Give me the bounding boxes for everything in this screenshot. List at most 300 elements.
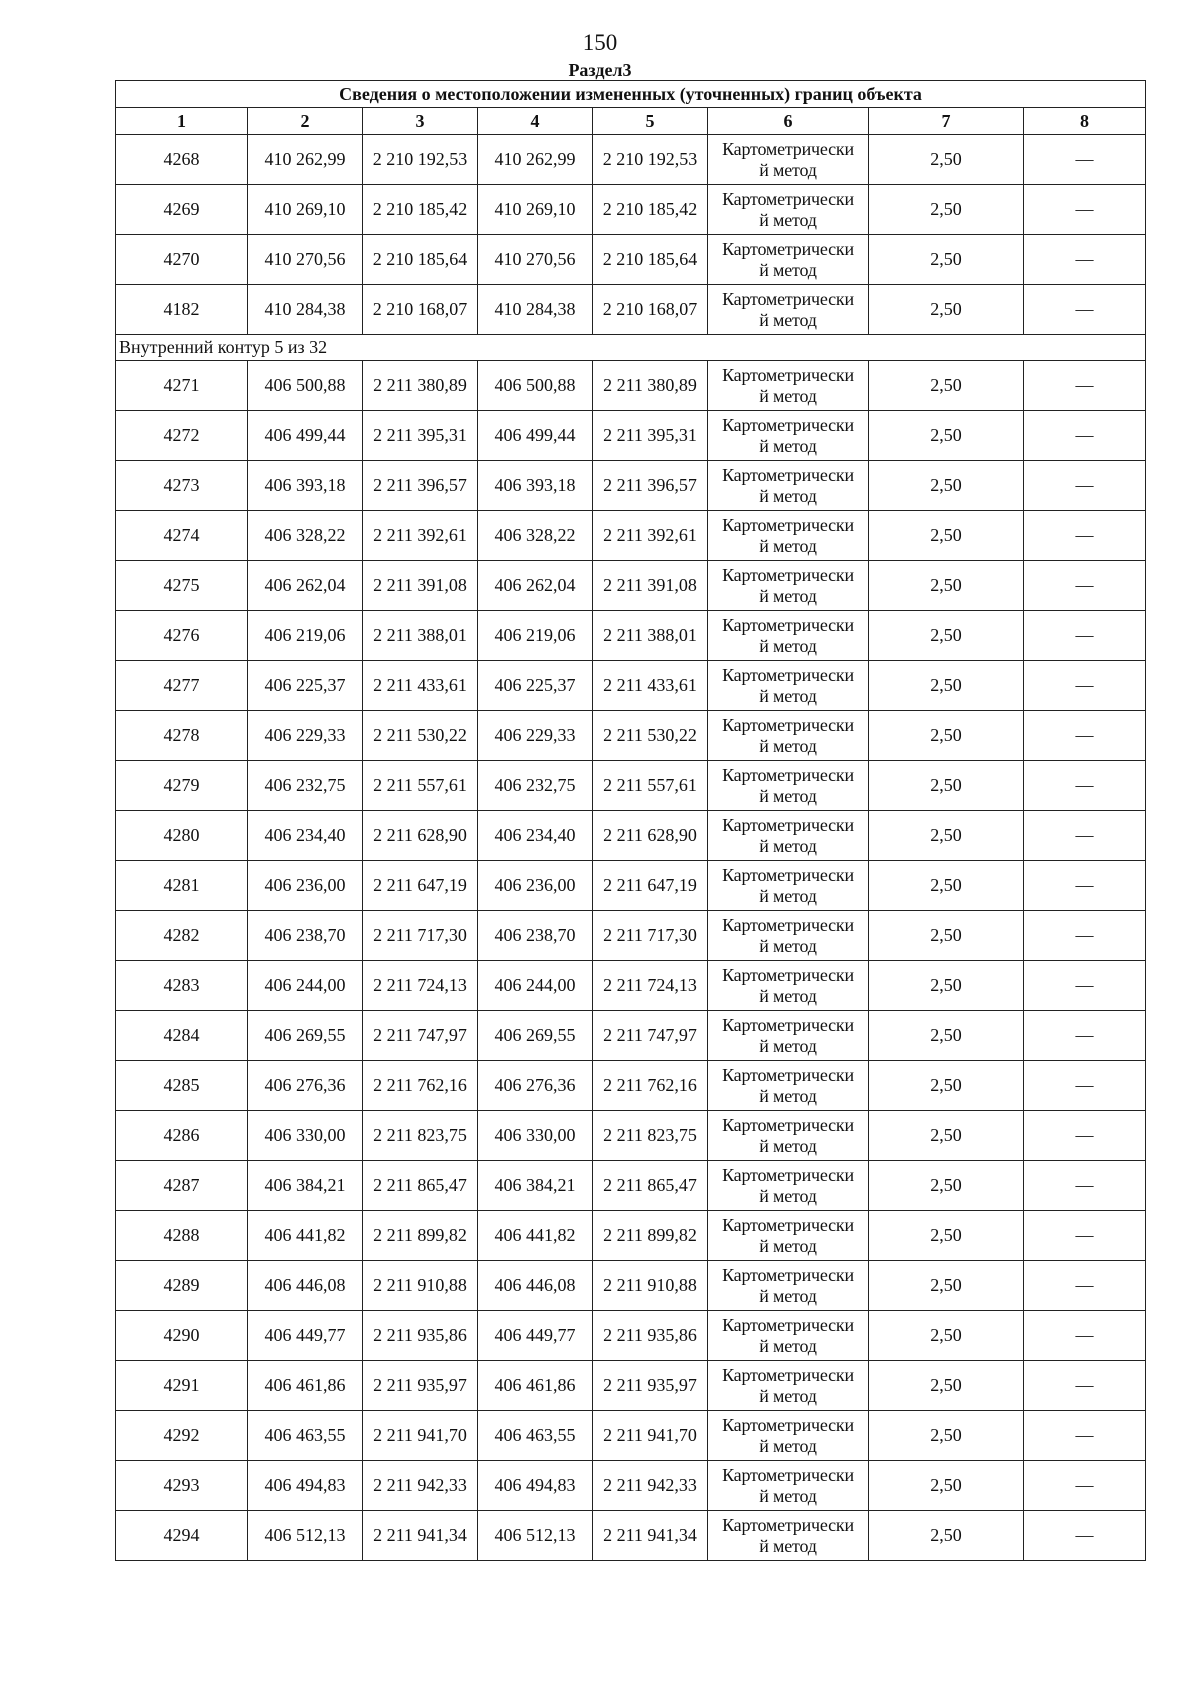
x-new-cell: 406 262,04 bbox=[478, 561, 593, 611]
method-line-1: Картометрически bbox=[722, 764, 854, 785]
y-old-cell: 2 211 388,01 bbox=[363, 611, 478, 661]
description-cell: — bbox=[1024, 1061, 1146, 1111]
description-cell: — bbox=[1024, 235, 1146, 285]
y-new-cell: 2 211 865,47 bbox=[593, 1161, 708, 1211]
column-number-7: 7 bbox=[869, 108, 1024, 135]
x-new-cell: 406 463,55 bbox=[478, 1411, 593, 1461]
point-number-cell: 4276 bbox=[116, 611, 248, 661]
point-number-cell: 4286 bbox=[116, 1111, 248, 1161]
point-number-cell: 4288 bbox=[116, 1211, 248, 1261]
x-new-cell: 406 446,08 bbox=[478, 1261, 593, 1311]
x-new-cell: 406 499,44 bbox=[478, 411, 593, 461]
x-new-cell: 406 219,06 bbox=[478, 611, 593, 661]
method-line-1: Картометрически bbox=[722, 464, 854, 485]
y-new-cell: 2 211 910,88 bbox=[593, 1261, 708, 1311]
y-new-cell: 2 211 823,75 bbox=[593, 1111, 708, 1161]
table-row bbox=[116, 1211, 1146, 1261]
method-line-2: й метод bbox=[759, 1285, 817, 1306]
precision-cell: 2,50 bbox=[869, 411, 1024, 461]
method-line-1: Картометрически bbox=[722, 1364, 854, 1385]
x-old-cell: 406 244,00 bbox=[248, 961, 363, 1011]
method-line-1: Картометрически bbox=[722, 614, 854, 635]
description-cell: — bbox=[1024, 1211, 1146, 1261]
point-number-cell: 4282 bbox=[116, 911, 248, 961]
y-old-cell: 2 211 724,13 bbox=[363, 961, 478, 1011]
method-line-2: й метод bbox=[759, 535, 817, 556]
y-new-cell: 2 211 392,61 bbox=[593, 511, 708, 561]
y-new-cell: 2 211 388,01 bbox=[593, 611, 708, 661]
method-cell bbox=[708, 1461, 869, 1511]
table-body bbox=[116, 135, 1146, 1561]
method-line-1: Картометрически bbox=[722, 1264, 854, 1285]
table-row bbox=[116, 1511, 1146, 1561]
point-number-cell: 4182 bbox=[116, 285, 248, 335]
precision-cell: 2,50 bbox=[869, 1311, 1024, 1361]
x-new-cell: 406 244,00 bbox=[478, 961, 593, 1011]
point-number-cell: 4279 bbox=[116, 761, 248, 811]
method-line-2: й метод bbox=[759, 1535, 817, 1556]
x-old-cell: 406 499,44 bbox=[248, 411, 363, 461]
method-line-1: Картометрически bbox=[722, 138, 854, 159]
precision-cell: 2,50 bbox=[869, 1061, 1024, 1111]
point-number-cell: 4290 bbox=[116, 1311, 248, 1361]
method-cell bbox=[708, 135, 869, 185]
x-old-cell: 406 461,86 bbox=[248, 1361, 363, 1411]
method-line-1: Картометрически bbox=[722, 1064, 854, 1085]
point-number-cell: 4278 bbox=[116, 711, 248, 761]
table-row bbox=[116, 1111, 1146, 1161]
x-old-cell: 406 225,37 bbox=[248, 661, 363, 711]
point-number-cell: 4294 bbox=[116, 1511, 248, 1561]
method-cell bbox=[708, 1211, 869, 1261]
x-new-cell: 406 232,75 bbox=[478, 761, 593, 811]
method-cell bbox=[708, 761, 869, 811]
method-line-2: й метод bbox=[759, 1085, 817, 1106]
method-line-1: Картометрически bbox=[722, 1114, 854, 1135]
method-line-1: Картометрически bbox=[722, 238, 854, 259]
description-cell: — bbox=[1024, 411, 1146, 461]
y-old-cell: 2 211 865,47 bbox=[363, 1161, 478, 1211]
x-old-cell: 406 234,40 bbox=[248, 811, 363, 861]
column-number-4: 4 bbox=[478, 108, 593, 135]
x-new-cell: 410 269,10 bbox=[478, 185, 593, 235]
x-new-cell: 406 512,13 bbox=[478, 1511, 593, 1561]
description-cell: — bbox=[1024, 611, 1146, 661]
method-cell bbox=[708, 711, 869, 761]
point-number-cell: 4269 bbox=[116, 185, 248, 235]
y-new-cell: 2 211 530,22 bbox=[593, 711, 708, 761]
y-new-cell: 2 211 380,89 bbox=[593, 361, 708, 411]
description-cell: — bbox=[1024, 811, 1146, 861]
table-row bbox=[116, 661, 1146, 711]
description-cell: — bbox=[1024, 285, 1146, 335]
point-number-cell: 4283 bbox=[116, 961, 248, 1011]
description-cell: — bbox=[1024, 1261, 1146, 1311]
method-cell bbox=[708, 1511, 869, 1561]
method-line-2: й метод bbox=[759, 735, 817, 756]
description-cell: — bbox=[1024, 661, 1146, 711]
y-old-cell: 2 211 941,70 bbox=[363, 1411, 478, 1461]
x-old-cell: 410 270,56 bbox=[248, 235, 363, 285]
y-new-cell: 2 210 168,07 bbox=[593, 285, 708, 335]
x-new-cell: 406 500,88 bbox=[478, 361, 593, 411]
table-row bbox=[116, 1261, 1146, 1311]
description-cell: — bbox=[1024, 135, 1146, 185]
point-number-cell: 4280 bbox=[116, 811, 248, 861]
method-line-2: й метод bbox=[759, 1135, 817, 1156]
description-cell: — bbox=[1024, 461, 1146, 511]
method-line-2: й метод bbox=[759, 485, 817, 506]
precision-cell: 2,50 bbox=[869, 511, 1024, 561]
point-number-cell: 4275 bbox=[116, 561, 248, 611]
point-number-cell: 4274 bbox=[116, 511, 248, 561]
point-number-cell: 4289 bbox=[116, 1261, 248, 1311]
method-line-1: Картометрически bbox=[722, 188, 854, 209]
method-cell bbox=[708, 1011, 869, 1061]
method-line-2: й метод bbox=[759, 309, 817, 330]
x-old-cell: 406 236,00 bbox=[248, 861, 363, 911]
method-line-1: Картометрически bbox=[722, 564, 854, 585]
method-line-1: Картометрически bbox=[722, 1214, 854, 1235]
y-new-cell: 2 211 391,08 bbox=[593, 561, 708, 611]
y-old-cell: 2 211 942,33 bbox=[363, 1461, 478, 1511]
table-row bbox=[116, 1311, 1146, 1361]
table-row bbox=[116, 1061, 1146, 1111]
x-old-cell: 406 276,36 bbox=[248, 1061, 363, 1111]
precision-cell: 2,50 bbox=[869, 1411, 1024, 1461]
description-cell: — bbox=[1024, 911, 1146, 961]
precision-cell: 2,50 bbox=[869, 911, 1024, 961]
column-number-2: 2 bbox=[248, 108, 363, 135]
method-line-2: й метод bbox=[759, 585, 817, 606]
method-line-2: й метод bbox=[759, 1485, 817, 1506]
precision-cell: 2,50 bbox=[869, 1161, 1024, 1211]
precision-cell: 2,50 bbox=[869, 761, 1024, 811]
method-line-1: Картометрически bbox=[722, 1414, 854, 1435]
boundary-coordinates-table bbox=[115, 80, 1146, 1561]
method-line-1: Картометрически bbox=[722, 364, 854, 385]
y-old-cell: 2 211 433,61 bbox=[363, 661, 478, 711]
precision-cell: 2,50 bbox=[869, 1211, 1024, 1261]
method-cell bbox=[708, 185, 869, 235]
y-new-cell: 2 211 628,90 bbox=[593, 811, 708, 861]
y-new-cell: 2 210 185,64 bbox=[593, 235, 708, 285]
x-new-cell: 406 328,22 bbox=[478, 511, 593, 561]
y-new-cell: 2 211 557,61 bbox=[593, 761, 708, 811]
x-new-cell: 406 229,33 bbox=[478, 711, 593, 761]
description-cell: — bbox=[1024, 861, 1146, 911]
y-new-cell: 2 210 185,42 bbox=[593, 185, 708, 235]
x-old-cell: 406 463,55 bbox=[248, 1411, 363, 1461]
method-line-2: й метод bbox=[759, 835, 817, 856]
contour-label: Внутренний контур 5 из 32 bbox=[116, 335, 1146, 361]
y-new-cell: 2 210 192,53 bbox=[593, 135, 708, 185]
precision-cell: 2,50 bbox=[869, 135, 1024, 185]
y-old-cell: 2 211 628,90 bbox=[363, 811, 478, 861]
description-cell: — bbox=[1024, 511, 1146, 561]
table-row bbox=[116, 1411, 1146, 1461]
method-cell bbox=[708, 561, 869, 611]
precision-cell: 2,50 bbox=[869, 361, 1024, 411]
table-row bbox=[116, 185, 1146, 235]
point-number-cell: 4291 bbox=[116, 1361, 248, 1411]
point-number-cell: 4268 bbox=[116, 135, 248, 185]
y-new-cell: 2 211 935,97 bbox=[593, 1361, 708, 1411]
method-line-1: Картометрически bbox=[722, 914, 854, 935]
y-new-cell: 2 211 941,34 bbox=[593, 1511, 708, 1561]
y-old-cell: 2 211 747,97 bbox=[363, 1011, 478, 1061]
x-new-cell: 406 276,36 bbox=[478, 1061, 593, 1111]
y-old-cell: 2 211 935,97 bbox=[363, 1361, 478, 1411]
method-cell bbox=[708, 1061, 869, 1111]
y-old-cell: 2 211 899,82 bbox=[363, 1211, 478, 1261]
precision-cell: 2,50 bbox=[869, 1261, 1024, 1311]
precision-cell: 2,50 bbox=[869, 185, 1024, 235]
x-new-cell: 410 284,38 bbox=[478, 285, 593, 335]
table-row bbox=[116, 411, 1146, 461]
table-row bbox=[116, 611, 1146, 661]
y-old-cell: 2 211 392,61 bbox=[363, 511, 478, 561]
y-old-cell: 2 211 823,75 bbox=[363, 1111, 478, 1161]
precision-cell: 2,50 bbox=[869, 611, 1024, 661]
column-number-3: 3 bbox=[363, 108, 478, 135]
method-cell bbox=[708, 461, 869, 511]
y-old-cell: 2 211 941,34 bbox=[363, 1511, 478, 1561]
table-row bbox=[116, 811, 1146, 861]
table-row bbox=[116, 461, 1146, 511]
point-number-cell: 4273 bbox=[116, 461, 248, 511]
y-new-cell: 2 211 941,70 bbox=[593, 1411, 708, 1461]
x-old-cell: 406 446,08 bbox=[248, 1261, 363, 1311]
table-caption: Сведения о местоположении измененных (уточненных) границ объекта bbox=[116, 81, 1146, 108]
method-cell bbox=[708, 1361, 869, 1411]
table-row bbox=[116, 135, 1146, 185]
method-line-2: й метод bbox=[759, 985, 817, 1006]
method-cell bbox=[708, 661, 869, 711]
table-caption-row bbox=[116, 81, 1146, 108]
x-new-cell: 406 269,55 bbox=[478, 1011, 593, 1061]
column-number-8: 8 bbox=[1024, 108, 1146, 135]
point-number-cell: 4292 bbox=[116, 1411, 248, 1461]
x-old-cell: 410 284,38 bbox=[248, 285, 363, 335]
method-line-1: Картометрически bbox=[722, 1464, 854, 1485]
y-new-cell: 2 211 647,19 bbox=[593, 861, 708, 911]
section-title: Раздел3 bbox=[568, 60, 632, 80]
y-new-cell: 2 211 433,61 bbox=[593, 661, 708, 711]
y-new-cell: 2 211 935,86 bbox=[593, 1311, 708, 1361]
y-old-cell: 2 211 395,31 bbox=[363, 411, 478, 461]
table-row bbox=[116, 711, 1146, 761]
method-cell bbox=[708, 911, 869, 961]
y-old-cell: 2 211 910,88 bbox=[363, 1261, 478, 1311]
x-new-cell: 406 225,37 bbox=[478, 661, 593, 711]
description-cell: — bbox=[1024, 1511, 1146, 1561]
description-cell: — bbox=[1024, 961, 1146, 1011]
method-cell bbox=[708, 1411, 869, 1461]
method-cell bbox=[708, 1111, 869, 1161]
page-number: 150 bbox=[582, 30, 618, 55]
description-cell: — bbox=[1024, 711, 1146, 761]
table-row bbox=[116, 861, 1146, 911]
method-line-2: й метод bbox=[759, 1435, 817, 1456]
table-row bbox=[116, 961, 1146, 1011]
table-row bbox=[116, 911, 1146, 961]
y-old-cell: 2 211 717,30 bbox=[363, 911, 478, 961]
column-number-row bbox=[116, 108, 1146, 135]
precision-cell: 2,50 bbox=[869, 235, 1024, 285]
y-old-cell: 2 211 557,61 bbox=[363, 761, 478, 811]
table-row bbox=[116, 761, 1146, 811]
method-line-2: й метод bbox=[759, 935, 817, 956]
table-row bbox=[116, 285, 1146, 335]
point-number-cell: 4285 bbox=[116, 1061, 248, 1111]
x-old-cell: 406 238,70 bbox=[248, 911, 363, 961]
precision-cell: 2,50 bbox=[869, 961, 1024, 1011]
y-new-cell: 2 211 942,33 bbox=[593, 1461, 708, 1511]
method-line-2: й метод bbox=[759, 1185, 817, 1206]
y-old-cell: 2 210 185,64 bbox=[363, 235, 478, 285]
x-old-cell: 406 328,22 bbox=[248, 511, 363, 561]
x-new-cell: 410 270,56 bbox=[478, 235, 593, 285]
precision-cell: 2,50 bbox=[869, 661, 1024, 711]
y-new-cell: 2 211 396,57 bbox=[593, 461, 708, 511]
x-new-cell: 410 262,99 bbox=[478, 135, 593, 185]
precision-cell: 2,50 bbox=[869, 1461, 1024, 1511]
x-new-cell: 406 236,00 bbox=[478, 861, 593, 911]
x-old-cell: 406 330,00 bbox=[248, 1111, 363, 1161]
description-cell: — bbox=[1024, 1361, 1146, 1411]
column-number-1: 1 bbox=[116, 108, 248, 135]
y-old-cell: 2 211 935,86 bbox=[363, 1311, 478, 1361]
x-old-cell: 406 449,77 bbox=[248, 1311, 363, 1361]
table-row bbox=[116, 1011, 1146, 1061]
point-number-cell: 4270 bbox=[116, 235, 248, 285]
x-new-cell: 406 238,70 bbox=[478, 911, 593, 961]
precision-cell: 2,50 bbox=[869, 1011, 1024, 1061]
x-old-cell: 410 269,10 bbox=[248, 185, 363, 235]
method-cell bbox=[708, 1261, 869, 1311]
method-line-1: Картометрически bbox=[722, 714, 854, 735]
method-line-2: й метод bbox=[759, 435, 817, 456]
method-line-1: Картометрически bbox=[722, 414, 854, 435]
table-row bbox=[116, 361, 1146, 411]
description-cell: — bbox=[1024, 761, 1146, 811]
contour-label-row bbox=[116, 335, 1146, 361]
method-line-1: Картометрически bbox=[722, 1514, 854, 1535]
precision-cell: 2,50 bbox=[869, 811, 1024, 861]
y-new-cell: 2 211 747,97 bbox=[593, 1011, 708, 1061]
point-number-cell: 4272 bbox=[116, 411, 248, 461]
y-old-cell: 2 211 647,19 bbox=[363, 861, 478, 911]
description-cell: — bbox=[1024, 561, 1146, 611]
method-line-2: й метод bbox=[759, 685, 817, 706]
x-new-cell: 406 441,82 bbox=[478, 1211, 593, 1261]
x-old-cell: 406 500,88 bbox=[248, 361, 363, 411]
table-row bbox=[116, 1361, 1146, 1411]
table-row bbox=[116, 561, 1146, 611]
y-old-cell: 2 210 192,53 bbox=[363, 135, 478, 185]
method-line-2: й метод bbox=[759, 1235, 817, 1256]
method-line-2: й метод bbox=[759, 885, 817, 906]
method-line-1: Картометрически bbox=[722, 1164, 854, 1185]
description-cell: — bbox=[1024, 1461, 1146, 1511]
method-line-1: Картометрически bbox=[722, 514, 854, 535]
precision-cell: 2,50 bbox=[869, 1361, 1024, 1411]
method-cell bbox=[708, 1161, 869, 1211]
table-row bbox=[116, 1461, 1146, 1511]
method-line-2: й метод bbox=[759, 209, 817, 230]
method-cell bbox=[708, 611, 869, 661]
method-cell bbox=[708, 1311, 869, 1361]
table-row bbox=[116, 1161, 1146, 1211]
point-number-cell: 4277 bbox=[116, 661, 248, 711]
method-line-1: Картометрически bbox=[722, 1014, 854, 1035]
x-old-cell: 406 512,13 bbox=[248, 1511, 363, 1561]
method-cell bbox=[708, 285, 869, 335]
method-cell bbox=[708, 361, 869, 411]
x-old-cell: 406 262,04 bbox=[248, 561, 363, 611]
method-line-1: Картометрически bbox=[722, 964, 854, 985]
table-row bbox=[116, 511, 1146, 561]
method-cell bbox=[708, 411, 869, 461]
y-old-cell: 2 211 380,89 bbox=[363, 361, 478, 411]
point-number-cell: 4284 bbox=[116, 1011, 248, 1061]
method-line-2: й метод bbox=[759, 785, 817, 806]
method-line-1: Картометрически bbox=[722, 814, 854, 835]
precision-cell: 2,50 bbox=[869, 561, 1024, 611]
description-cell: — bbox=[1024, 1111, 1146, 1161]
y-new-cell: 2 211 762,16 bbox=[593, 1061, 708, 1111]
method-line-1: Картометрически bbox=[722, 864, 854, 885]
x-new-cell: 406 449,77 bbox=[478, 1311, 593, 1361]
x-old-cell: 406 232,75 bbox=[248, 761, 363, 811]
y-new-cell: 2 211 717,30 bbox=[593, 911, 708, 961]
y-old-cell: 2 210 185,42 bbox=[363, 185, 478, 235]
precision-cell: 2,50 bbox=[869, 1511, 1024, 1561]
y-new-cell: 2 211 724,13 bbox=[593, 961, 708, 1011]
method-line-2: й метод bbox=[759, 259, 817, 280]
method-cell bbox=[708, 961, 869, 1011]
method-line-2: й метод bbox=[759, 635, 817, 656]
method-cell bbox=[708, 511, 869, 561]
method-cell bbox=[708, 861, 869, 911]
column-number-6: 6 bbox=[708, 108, 869, 135]
precision-cell: 2,50 bbox=[869, 1111, 1024, 1161]
method-line-1: Картометрически bbox=[722, 1314, 854, 1335]
point-number-cell: 4271 bbox=[116, 361, 248, 411]
column-number-5: 5 bbox=[593, 108, 708, 135]
x-new-cell: 406 393,18 bbox=[478, 461, 593, 511]
y-old-cell: 2 211 530,22 bbox=[363, 711, 478, 761]
y-old-cell: 2 211 762,16 bbox=[363, 1061, 478, 1111]
precision-cell: 2,50 bbox=[869, 711, 1024, 761]
precision-cell: 2,50 bbox=[869, 861, 1024, 911]
description-cell: — bbox=[1024, 1311, 1146, 1361]
table-row bbox=[116, 235, 1146, 285]
x-old-cell: 406 229,33 bbox=[248, 711, 363, 761]
method-line-1: Картометрически bbox=[722, 288, 854, 309]
precision-cell: 2,50 bbox=[869, 285, 1024, 335]
x-new-cell: 406 234,40 bbox=[478, 811, 593, 861]
y-new-cell: 2 211 395,31 bbox=[593, 411, 708, 461]
description-cell: — bbox=[1024, 361, 1146, 411]
point-number-cell: 4287 bbox=[116, 1161, 248, 1211]
method-cell bbox=[708, 235, 869, 285]
x-old-cell: 410 262,99 bbox=[248, 135, 363, 185]
method-cell bbox=[708, 811, 869, 861]
x-old-cell: 406 269,55 bbox=[248, 1011, 363, 1061]
x-old-cell: 406 441,82 bbox=[248, 1211, 363, 1261]
